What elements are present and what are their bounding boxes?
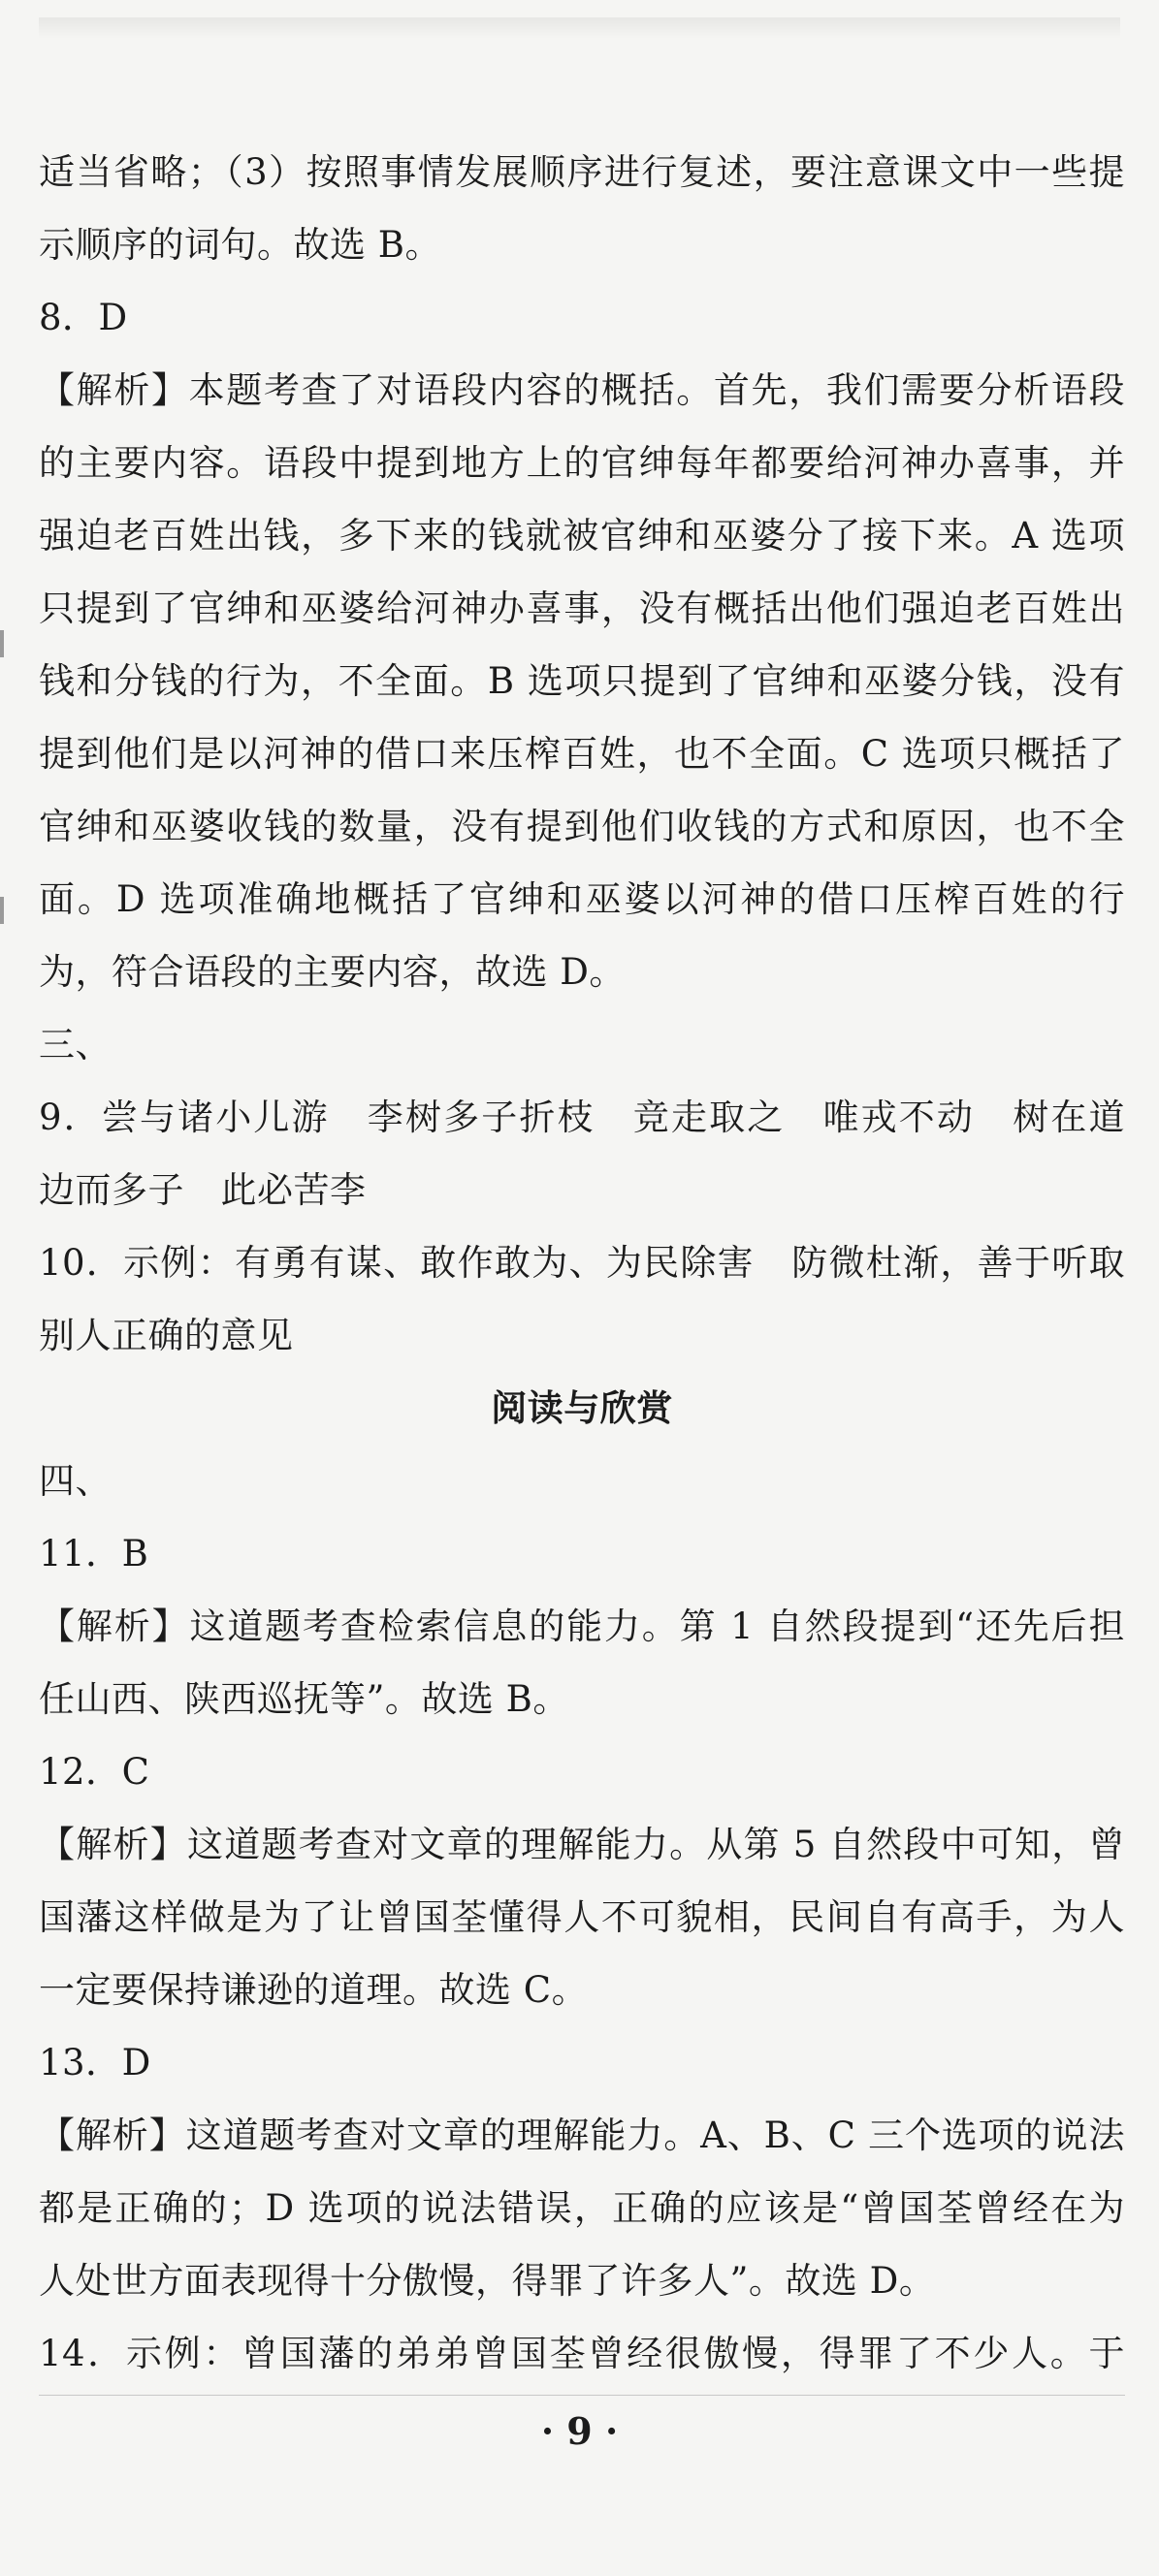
text-line: 任山西、陕西巡抚等”。故选 B。 <box>39 1678 569 1720</box>
analysis-12: 【解析】这道题考查对文章的理解能力。从第 5 自然段中可知，曾 <box>39 1824 1125 1865</box>
text-line: 的主要内容。语段中提到地方上的官绅每年都要给河神办喜事，并 <box>39 442 1125 484</box>
text-line: 人处世方面表现得十分傲慢，得罪了许多人”。故选 D。 <box>39 2260 936 2302</box>
text-line: 别人正确的意见 <box>39 1315 294 1356</box>
text-line: 为，符合语段的主要内容，故选 D。 <box>39 951 626 993</box>
text-line: 面。D 选项准确地概括了官绅和巫婆以河神的借口压榨百姓的行 <box>39 878 1125 920</box>
text-line: 官绅和巫婆收钱的数量，没有提到他们收钱的方式和原因，也不全 <box>39 806 1125 847</box>
text-line: 钱和分钱的行为，不全面。B 选项只提到了官绅和巫婆分钱，没有 <box>39 660 1125 702</box>
scan-shadow <box>39 17 1120 39</box>
page-divider <box>39 2395 1125 2396</box>
binding-mark <box>0 897 4 924</box>
text-line: 国藩这样做是为了让曾国荃懂得人不可貌相，民间自有高手，为人 <box>39 1896 1125 1938</box>
answer-9: 9．尝与诸小儿游 李树多子折枝 竞走取之 唯戎不动 树在道 <box>39 1097 1125 1138</box>
answer-13: 13．D <box>39 2042 151 2083</box>
text-line: 边而多子 此必苦李 <box>39 1169 367 1211</box>
answer-8: 8．D <box>39 297 128 338</box>
answer-14: 14．示例：曾国藩的弟弟曾国荃曾经很傲慢，得罪了不少人。于 <box>39 2333 1125 2374</box>
section-heading: 阅读与欣赏 <box>491 1387 673 1429</box>
text-line: 适当省略；（3）按照事情发展顺序进行复述，要注意课文中一些提 <box>39 151 1125 193</box>
section-three-label: 三、 <box>39 1024 112 1065</box>
text-line: 强迫老百姓出钱，多下来的钱就被官绅和巫婆分了接下来。A 选项 <box>39 515 1125 557</box>
answer-11: 11．B <box>39 1533 149 1574</box>
page-number: · 9 · <box>540 2409 619 2453</box>
analysis-13: 【解析】这道题考查对文章的理解能力。A、B、C 三个选项的说法 <box>39 2115 1125 2156</box>
body-text <box>39 136 1125 2390</box>
analysis-11: 【解析】这道题考查检索信息的能力。第 1 自然段提到“还先后担 <box>39 1606 1125 1647</box>
section-four-label: 四、 <box>39 1460 112 1502</box>
text-line: 提到他们是以河神的借口来压榨百姓，也不全面。C 选项只概括了 <box>39 733 1125 775</box>
text-line: 都是正确的；D 选项的说法错误，正确的应该是“曾国荃曾经在为 <box>39 2187 1125 2229</box>
binding-mark <box>0 630 4 657</box>
answer-10: 10．示例：有勇有谋、敢作敢为、为民除害 防微杜渐，善于听取 <box>39 1242 1125 1284</box>
answer-12: 12．C <box>39 1751 150 1793</box>
text-line: 一定要保持谦逊的道理。故选 C。 <box>39 1969 589 2011</box>
analysis-8: 【解析】本题考查了对语段内容的概括。首先，我们需要分析语段 <box>39 369 1125 411</box>
text-line: 示顺序的词句。故选 B。 <box>39 224 441 266</box>
text-line: 只提到了官绅和巫婆给河神办喜事，没有概括出他们强迫老百姓出 <box>39 588 1125 629</box>
